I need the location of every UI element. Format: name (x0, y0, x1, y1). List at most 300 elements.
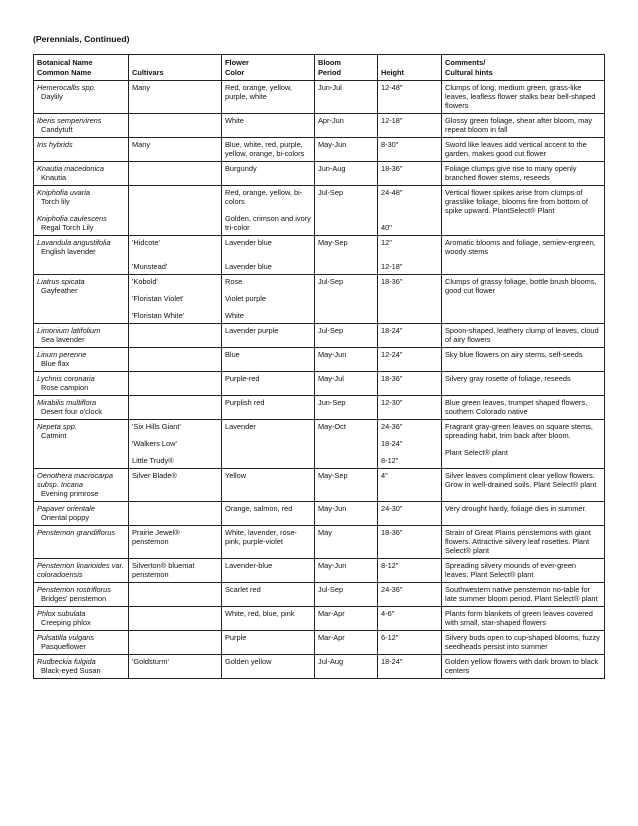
header-cultivars (129, 55, 222, 81)
section-title: (Perennials, Continued) (33, 34, 130, 44)
comment-text: Clumps of long, medium green, grass-like leaves, leafless flower stalks bear bell-shaped flowers (445, 83, 596, 110)
bloom-period: May-Jun (318, 504, 347, 513)
cultivar-name: 'Goldsturm' (132, 657, 169, 666)
bloom-period: May-Jun (318, 561, 347, 570)
table-row (34, 583, 605, 607)
cell-botanical-common (34, 631, 129, 655)
cell-botanical-common (34, 396, 129, 420)
cell-height (378, 396, 442, 420)
botanical-name: Papaver orientale (37, 504, 95, 513)
cell-bloom-period (315, 526, 378, 559)
header-height (378, 55, 442, 81)
bloom-period: Jun-Sep (318, 398, 346, 407)
common-name: Torch lily (41, 197, 70, 206)
common-name: Candytuft (41, 125, 73, 134)
cell-flower-color (222, 526, 315, 559)
plant-height: 18-36" (381, 164, 403, 173)
cell-botanical-common (34, 420, 129, 469)
header-flower-color (222, 55, 315, 81)
cell-flower-color (222, 162, 315, 186)
comment-text: Glossy green foliage, shear after bloom, may repeat bloom in fall (445, 116, 593, 134)
bloom-period: Apr-Jun (318, 116, 344, 125)
cell-botanical-common (34, 162, 129, 186)
comment-text: Vertical flower spikes arise from clumps of grasslike foliage, blooms fire from bottom of spike upward. PlantSelect® Plant (445, 188, 588, 215)
cell-cultivars (129, 81, 222, 114)
comment-text: Strain of Great Plains penstemons with giant flowers. Attractive silvery leaf rosettes. Plant Select® plant (445, 528, 591, 555)
cell-height (378, 138, 442, 162)
comment-text: Very drought hardy, foliage dies in summer. (445, 504, 587, 513)
cell-botanical-common (34, 348, 129, 372)
cell-height (378, 81, 442, 114)
cell-cultivars (129, 502, 222, 526)
cell-bloom-period (315, 324, 378, 348)
plant-height: 12-24" (381, 350, 403, 359)
bloom-period: May-Sep (318, 238, 348, 247)
bloom-period: Jul-Sep (318, 188, 344, 197)
cell-bloom-period (315, 631, 378, 655)
common-name: Knautia (41, 173, 67, 182)
cell-botanical-common (34, 559, 129, 583)
cell-height (378, 607, 442, 631)
cell-bloom-period (315, 162, 378, 186)
table-row (34, 607, 605, 631)
plant-height: 8-30" (381, 140, 399, 149)
cell-flower-color (222, 186, 315, 236)
flower-color: Red, orange, yellow, purple, white (225, 83, 292, 101)
cell-height (378, 526, 442, 559)
table-row (34, 469, 605, 502)
cell-flower-color (222, 275, 315, 324)
comment-text: Plant Select® plant (445, 448, 508, 457)
cell-flower-color (222, 420, 315, 469)
flower-color: White (225, 311, 244, 320)
botanical-name: Iberis sempervirens (37, 116, 102, 125)
cell-bloom-period (315, 502, 378, 526)
comment-text: Sky blue flowers on airy stems, self-seeds (445, 350, 583, 359)
table-row (34, 81, 605, 114)
cell-height (378, 236, 442, 275)
flower-color: Burgundy (225, 164, 257, 173)
plant-height: 18-24" (381, 439, 403, 448)
cell-cultivars (129, 348, 222, 372)
cell-comments (442, 631, 605, 655)
cultivar-name: 'Floristan Violet' (132, 294, 184, 303)
plant-height: 24-30" (381, 504, 403, 513)
cell-comments (442, 559, 605, 583)
cell-botanical-common (34, 372, 129, 396)
common-name: Creeping phlox (41, 618, 91, 627)
cell-height (378, 559, 442, 583)
cultivar-name: 'Six Hills Giant' (132, 422, 181, 431)
common-name: Regal Torch Lily (41, 223, 94, 232)
botanical-name: Penstemon grandiflorus (37, 528, 116, 537)
cell-bloom-period (315, 114, 378, 138)
cell-comments (442, 348, 605, 372)
flower-color: Lavender (225, 422, 256, 431)
comment-text: Silvery buds open to cup-shaped blooms, fuzzy seedheads persist into summer (445, 633, 600, 651)
comment-text: Silvery gray rosette of foliage, reseeds (445, 374, 571, 383)
bloom-period: Mar-Apr (318, 609, 345, 618)
cell-height (378, 631, 442, 655)
cell-flower-color (222, 559, 315, 583)
flower-color: Blue (225, 350, 240, 359)
plant-height: 8-12" (381, 561, 399, 570)
cell-botanical-common (34, 138, 129, 162)
cell-botanical-common (34, 186, 129, 236)
cell-flower-color (222, 324, 315, 348)
plant-height: 12-30" (381, 398, 403, 407)
cell-cultivars (129, 372, 222, 396)
botanical-name: Lychnis coronaria (37, 374, 95, 383)
common-name: Blue flax (41, 359, 70, 368)
cell-cultivars (129, 526, 222, 559)
cell-botanical-common (34, 655, 129, 679)
cell-bloom-period (315, 607, 378, 631)
common-name: English lavender (41, 247, 96, 256)
flower-color: Lavender blue (225, 238, 272, 247)
cell-flower-color (222, 631, 315, 655)
comment-text: Sword like leaves add vertical accent to the garden, makes good cut flower (445, 140, 587, 158)
table-row (34, 372, 605, 396)
cultivar-name: Silverton® bluemat penstemon (132, 561, 195, 579)
cell-comments (442, 420, 605, 469)
bloom-period: Jun-Aug (318, 164, 346, 173)
cell-botanical-common (34, 583, 129, 607)
flower-color: Golden, crimson and ivory tri-color (225, 214, 311, 232)
header-cultural-hints-label: Cultural hints (445, 67, 493, 77)
cell-flower-color (222, 372, 315, 396)
botanical-name: Mirabilis multiflora (37, 398, 97, 407)
cell-height (378, 162, 442, 186)
flower-color: Rose (225, 277, 243, 286)
cell-bloom-period (315, 138, 378, 162)
cell-bloom-period (315, 372, 378, 396)
plant-height: 4-6" (381, 609, 395, 618)
cultivar-name: 'Kobold' (132, 277, 158, 286)
header-cultivars-label: Cultivars (132, 67, 164, 77)
header-botanical-common (34, 55, 129, 81)
bloom-period: May-Jun (318, 140, 347, 149)
cell-cultivars (129, 420, 222, 469)
botanical-name: Kniphofia uvaria (37, 188, 91, 197)
common-name: Sea lavender (41, 335, 85, 344)
cell-cultivars (129, 275, 222, 324)
cultivar-name: Prairie Jewel® penstemon (132, 528, 180, 546)
cell-comments (442, 324, 605, 348)
cell-cultivars (129, 324, 222, 348)
table-row (34, 348, 605, 372)
cultivar-name: 'Hidcote' (132, 238, 160, 247)
flower-color: Violet purple (225, 294, 266, 303)
common-name: Rose campion (41, 383, 89, 392)
cultivar-name: 'Walkers Low' (132, 439, 177, 448)
flower-color: Scarlet red (225, 585, 261, 594)
header-height-label: Height (381, 67, 404, 77)
cell-cultivars (129, 186, 222, 236)
botanical-name: Penstemon linarioides var. coloradoensis (37, 561, 124, 579)
cell-cultivars (129, 236, 222, 275)
cell-height (378, 114, 442, 138)
flower-color: White, lavender, rose-pink, purple-violet (225, 528, 297, 546)
cell-comments (442, 502, 605, 526)
comment-text: Aromatic blooms and foliage, semiev-ergreen, woody stems (445, 238, 596, 256)
bloom-period: Jul-Sep (318, 277, 344, 286)
cell-comments (442, 583, 605, 607)
plant-height: 12-18" (381, 262, 403, 271)
cell-comments (442, 81, 605, 114)
plant-height: 24-48" (381, 188, 403, 197)
plant-height: 8-12" (381, 456, 399, 465)
flower-color: Golden yellow (225, 657, 272, 666)
common-name: Gayfeather (41, 286, 78, 295)
cell-botanical-common (34, 114, 129, 138)
bloom-period: Jun-Jul (318, 83, 342, 92)
comment-text: Clumps of grassy foliage, bottle brush blooms, good cut flower (445, 277, 597, 295)
table-row (34, 186, 605, 236)
header-bloom-label: Bloom (318, 58, 341, 67)
cell-bloom-period (315, 186, 378, 236)
plant-height: 18-36" (381, 528, 403, 537)
cultivar-name: Many (132, 140, 151, 149)
table-row (34, 559, 605, 583)
plant-height: 12-18" (381, 116, 403, 125)
plant-height: 6-12" (381, 633, 399, 642)
common-name: Desert four o'clock (41, 407, 102, 416)
cell-height (378, 502, 442, 526)
cell-flower-color (222, 114, 315, 138)
cell-cultivars (129, 114, 222, 138)
cell-comments (442, 526, 605, 559)
cell-height (378, 324, 442, 348)
cell-cultivars (129, 655, 222, 679)
table-row (34, 526, 605, 559)
cultivar-name: 'Floristan White' (132, 311, 185, 320)
cell-flower-color (222, 655, 315, 679)
cell-cultivars (129, 396, 222, 420)
table-row (34, 236, 605, 275)
cell-bloom-period (315, 655, 378, 679)
botanical-name: Linum perenne (37, 350, 87, 359)
bloom-period: Mar-Apr (318, 633, 345, 642)
table-row (34, 138, 605, 162)
cultivar-name: Little Trudy® (132, 456, 174, 465)
cell-bloom-period (315, 469, 378, 502)
cell-height (378, 275, 442, 324)
comment-text: Foliage clumps give rise to many openly branched flower stems, reseeds (445, 164, 577, 182)
common-name: Catmint (41, 431, 67, 440)
bloom-period: May-Sep (318, 471, 348, 480)
plant-height: 18-24" (381, 326, 403, 335)
comment-text: Spreading silvery mounds of ever-green leaves. Plant Select® plant (445, 561, 577, 579)
common-name: Pasqueflower (41, 642, 86, 651)
table-row (34, 420, 605, 469)
header-bloom-period (315, 55, 378, 81)
bloom-period: Jul-Aug (318, 657, 344, 666)
botanical-name: Pulsatilla vulgaris (37, 633, 95, 642)
cell-comments (442, 162, 605, 186)
bloom-period: May-Jun (318, 350, 347, 359)
bloom-period: Jul-Sep (318, 326, 344, 335)
cell-comments (442, 114, 605, 138)
botanical-name: Iris hybrids (37, 140, 73, 149)
comment-text: Golden yellow flowers with dark brown to black centers (445, 657, 599, 675)
cell-botanical-common (34, 526, 129, 559)
cell-comments (442, 607, 605, 631)
perennials-table (33, 54, 605, 679)
table-body (34, 81, 605, 679)
header-period-label: Period (318, 67, 341, 77)
botanical-name: Nepeta spp. (37, 422, 77, 431)
cell-height (378, 420, 442, 469)
cell-comments (442, 275, 605, 324)
header-color-label: Color (225, 67, 245, 77)
cell-comments (442, 372, 605, 396)
cell-botanical-common (34, 275, 129, 324)
cell-height (378, 372, 442, 396)
comment-text: Blue green leaves, trumpet shaped flowers, southern Colorado native (445, 398, 588, 416)
table-row (34, 396, 605, 420)
plant-height: 12-48" (381, 83, 403, 92)
cell-cultivars (129, 162, 222, 186)
cell-comments (442, 655, 605, 679)
cell-botanical-common (34, 236, 129, 275)
cell-bloom-period (315, 396, 378, 420)
common-name: Oriental poppy (41, 513, 90, 522)
table-row (34, 324, 605, 348)
cell-bloom-period (315, 420, 378, 469)
table-row (34, 655, 605, 679)
cell-height (378, 469, 442, 502)
flower-color: Lavender purple (225, 326, 279, 335)
plant-height: 24-36" (381, 585, 403, 594)
cell-cultivars (129, 607, 222, 631)
table-header-row (34, 55, 605, 81)
plant-height: 40" (381, 223, 392, 232)
plant-height: 24-36" (381, 422, 403, 431)
table-row (34, 162, 605, 186)
cell-bloom-period (315, 236, 378, 275)
cell-flower-color (222, 583, 315, 607)
table-row (34, 275, 605, 324)
table-row (34, 631, 605, 655)
cell-cultivars (129, 469, 222, 502)
cell-comments (442, 186, 605, 236)
botanical-name: Oenothera macrocarpa subsp. Incana (37, 471, 113, 489)
cell-cultivars (129, 583, 222, 607)
flower-color: Yellow (225, 471, 247, 480)
cell-height (378, 655, 442, 679)
bloom-period: Jul-Sep (318, 585, 344, 594)
header-common-name: Common Name (37, 67, 92, 77)
cultivar-name: Many (132, 83, 151, 92)
cell-bloom-period (315, 583, 378, 607)
flower-color: Orange, salmon, red (225, 504, 293, 513)
bloom-period: May-Jul (318, 374, 344, 383)
cell-cultivars (129, 559, 222, 583)
cell-flower-color (222, 81, 315, 114)
botanical-name: Knautia macedonica (37, 164, 104, 173)
cell-comments (442, 469, 605, 502)
cultivar-name: Silver Blade® (132, 471, 177, 480)
cell-comments (442, 396, 605, 420)
bloom-period: May-Oct (318, 422, 346, 431)
table-row (34, 114, 605, 138)
botanical-name: Liatrus spicata (37, 277, 85, 286)
cell-botanical-common (34, 469, 129, 502)
bloom-period: May (318, 528, 332, 537)
botanical-name: Limonium latifolium (37, 326, 101, 335)
flower-color: Purple (225, 633, 247, 642)
botanical-name: Phlox subulata (37, 609, 86, 618)
cell-flower-color (222, 236, 315, 275)
flower-color: Lavender-blue (225, 561, 273, 570)
header-comments (442, 55, 605, 81)
cell-cultivars (129, 631, 222, 655)
cell-flower-color (222, 396, 315, 420)
plant-height: 4" (381, 471, 388, 480)
botanical-name: Kniphofia caulescens (37, 214, 107, 223)
header-botanical-name: Botanical Name (37, 58, 93, 67)
common-name: Daylily (41, 92, 63, 101)
common-name: Bridges' penstemon (41, 594, 107, 603)
flower-color: White (225, 116, 244, 125)
cell-flower-color (222, 138, 315, 162)
comment-text: Silver leaves compliment clear yellow flowers. Grow in well-drained soils. Plant Select® plant (445, 471, 597, 489)
flower-color: Purplish red (225, 398, 265, 407)
cell-botanical-common (34, 81, 129, 114)
cell-botanical-common (34, 324, 129, 348)
comment-text: Plants form blankets of green leaves covered with small, star-shaped flowers (445, 609, 593, 627)
cell-bloom-period (315, 81, 378, 114)
common-name: Evening primrose (41, 489, 99, 498)
flower-color: Lavender blue (225, 262, 272, 271)
flower-color: Purple-red (225, 374, 260, 383)
cell-height (378, 186, 442, 236)
botanical-name: Hemerocallis spp. (37, 83, 96, 92)
cell-flower-color (222, 502, 315, 526)
cell-botanical-common (34, 607, 129, 631)
botanical-name: Penstemon rostriflorus (37, 585, 111, 594)
cell-bloom-period (315, 559, 378, 583)
cell-botanical-common (34, 502, 129, 526)
cell-flower-color (222, 469, 315, 502)
plant-height: 12" (381, 238, 392, 247)
cell-flower-color (222, 348, 315, 372)
plant-height: 18-24" (381, 657, 403, 666)
cell-bloom-period (315, 275, 378, 324)
cell-bloom-period (315, 348, 378, 372)
header-comments-label: Comments/ (445, 58, 486, 67)
flower-color: White, red, blue, pink (225, 609, 295, 618)
flower-color: Blue, white, red, purple, yellow, orange, bi-colors (225, 140, 305, 158)
plant-height: 18-36" (381, 374, 403, 383)
comment-text: Fragrant gray-green leaves on square stems, spreading habit, trim back after bloom. (445, 422, 593, 440)
common-name: Black-eyed Susan (41, 666, 101, 675)
plant-height: 18-36" (381, 277, 403, 286)
cell-comments (442, 138, 605, 162)
botanical-name: Lavandula angustifolia (37, 238, 111, 247)
cell-cultivars (129, 138, 222, 162)
comment-text: Spoon-shaped, leathery clump of leaves, cloud of airy flowers (445, 326, 599, 344)
comment-text: Southwestern native penstemon no-table for late summer bloom period. Plant Select® plant (445, 585, 598, 603)
cell-comments (442, 236, 605, 275)
flower-color: Red, orange, yellow, bi-colors (225, 188, 303, 206)
cell-height (378, 583, 442, 607)
botanical-name: Rudbeckia fulgida (37, 657, 96, 666)
cell-height (378, 348, 442, 372)
table-row (34, 502, 605, 526)
header-flower-label: Flower (225, 58, 249, 67)
